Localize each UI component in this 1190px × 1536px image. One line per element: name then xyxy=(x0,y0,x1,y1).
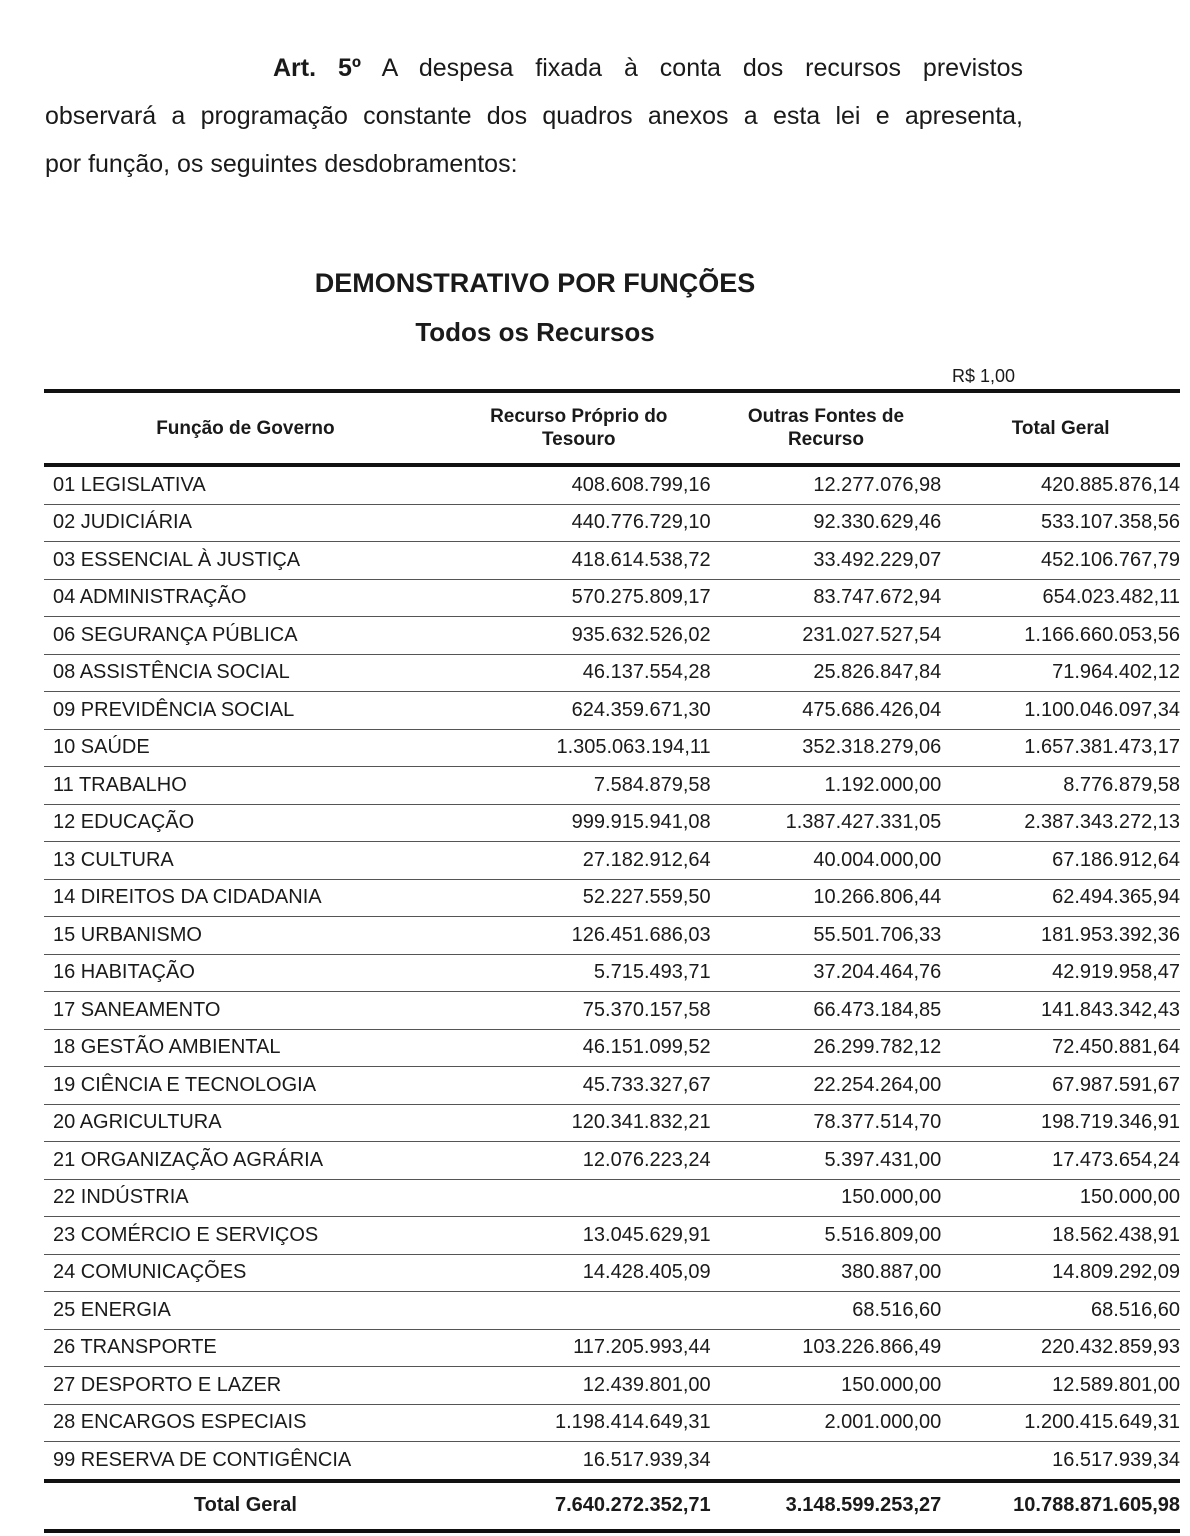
cell-recurso-proprio: 46.137.554,28 xyxy=(447,654,711,692)
cell-total-geral: 71.964.402,12 xyxy=(941,654,1180,692)
cell-total-geral: 67.186.912,64 xyxy=(941,842,1180,880)
table-row xyxy=(44,917,1180,955)
cell-outras-fontes: 37.204.464,76 xyxy=(711,954,942,992)
cell-funcao: 19 CIÊNCIA E TECNOLOGIA xyxy=(44,1067,447,1105)
table-row xyxy=(44,992,1180,1030)
cell-outras-fontes: 25.826.847,84 xyxy=(711,654,942,692)
table-row xyxy=(44,1442,1180,1481)
table-row xyxy=(44,692,1180,730)
cell-recurso-proprio: 12.439.801,00 xyxy=(447,1367,711,1405)
cell-funcao: 13 CULTURA xyxy=(44,842,447,880)
cell-recurso-proprio xyxy=(447,1292,711,1330)
cell-outras-fontes: 150.000,00 xyxy=(711,1367,942,1405)
cell-funcao: 11 TRABALHO xyxy=(44,767,447,805)
cell-outras-fontes: 103.226.866,49 xyxy=(711,1329,942,1367)
cell-total-geral: 150.000,00 xyxy=(941,1179,1180,1217)
cell-funcao: 18 GESTÃO AMBIENTAL xyxy=(44,1029,447,1067)
table-row xyxy=(44,842,1180,880)
table-row xyxy=(44,579,1180,617)
table-row xyxy=(44,1104,1180,1142)
cell-funcao: 28 ENCARGOS ESPECIAIS xyxy=(44,1404,447,1442)
cell-recurso-proprio: 120.341.832,21 xyxy=(447,1104,711,1142)
cell-funcao: 22 INDÚSTRIA xyxy=(44,1179,447,1217)
cell-outras-fontes: 231.027.527,54 xyxy=(711,617,942,655)
cell-recurso-proprio: 27.182.912,64 xyxy=(447,842,711,880)
cell-recurso-proprio: 5.715.493,71 xyxy=(447,954,711,992)
cell-total-geral: 16.517.939,34 xyxy=(941,1442,1180,1481)
table-row xyxy=(44,1292,1180,1330)
cell-funcao: 12 EDUCAÇÃO xyxy=(44,804,447,842)
table-row xyxy=(44,729,1180,767)
cell-total-geral: 181.953.392,36 xyxy=(941,917,1180,955)
cell-funcao: 17 SANEAMENTO xyxy=(44,992,447,1030)
cell-outras-fontes: 475.686.426,04 xyxy=(711,692,942,730)
cell-recurso-proprio: 408.608.799,16 xyxy=(447,465,711,504)
cell-outras-fontes: 5.516.809,00 xyxy=(711,1217,942,1255)
table-subtitle: Todos os Recursos xyxy=(415,317,655,347)
cell-total-geral: 72.450.881,64 xyxy=(941,1029,1180,1067)
cell-total-geral: 220.432.859,93 xyxy=(941,1329,1180,1367)
cell-outras-fontes: 68.516,60 xyxy=(711,1292,942,1330)
cell-total-geral: 17.473.654,24 xyxy=(941,1142,1180,1180)
cell-outras-fontes: 2.001.000,00 xyxy=(711,1404,942,1442)
table-row xyxy=(44,954,1180,992)
cell-outras-fontes: 92.330.629,46 xyxy=(711,504,942,542)
table-row xyxy=(44,879,1180,917)
cell-outras-fontes: 83.747.672,94 xyxy=(711,579,942,617)
cell-funcao: 21 ORGANIZAÇÃO AGRÁRIA xyxy=(44,1142,447,1180)
table-row xyxy=(44,1179,1180,1217)
cell-total-geral: 141.843.342,43 xyxy=(941,992,1180,1030)
cell-recurso-proprio: 12.076.223,24 xyxy=(447,1142,711,1180)
cell-funcao: 09 PREVIDÊNCIA SOCIAL xyxy=(44,692,447,730)
cell-total-geral: 1.200.415.649,31 xyxy=(941,1404,1180,1442)
cell-total-geral: 1.100.046.097,34 xyxy=(941,692,1180,730)
total-outras-fontes: 3.148.599.253,27 xyxy=(711,1481,942,1531)
header-recurso-proprio: Recurso Próprio do Tesouro xyxy=(490,406,668,450)
cell-total-geral: 62.494.365,94 xyxy=(941,879,1180,917)
table-row xyxy=(44,1142,1180,1180)
total-row xyxy=(44,1481,1180,1531)
cell-funcao: 15 URBANISMO xyxy=(44,917,447,955)
article-label: Art. 5º xyxy=(273,54,362,82)
cell-recurso-proprio: 14.428.405,09 xyxy=(447,1254,711,1292)
table-row xyxy=(44,1217,1180,1255)
cell-total-geral: 2.387.343.272,13 xyxy=(941,804,1180,842)
cell-funcao: 99 RESERVA DE CONTIGÊNCIA xyxy=(44,1442,447,1481)
cell-funcao: 16 HABITAÇÃO xyxy=(44,954,447,992)
cell-outras-fontes: 55.501.706,33 xyxy=(711,917,942,955)
cell-funcao: 02 JUDICIÁRIA xyxy=(44,504,447,542)
paragraph-line-1-text: A despesa fixada à conta dos recursos previstos xyxy=(381,54,1023,82)
cell-outras-fontes: 22.254.264,00 xyxy=(711,1067,942,1105)
cell-funcao: 04 ADMINISTRAÇÃO xyxy=(44,579,447,617)
cell-total-geral: 8.776.879,58 xyxy=(941,767,1180,805)
table-row xyxy=(44,1254,1180,1292)
cell-total-geral: 68.516,60 xyxy=(941,1292,1180,1330)
table-row xyxy=(44,1067,1180,1105)
cell-funcao: 08 ASSISTÊNCIA SOCIAL xyxy=(44,654,447,692)
cell-total-geral: 654.023.482,11 xyxy=(941,579,1180,617)
paragraph-line-1 xyxy=(45,44,1023,92)
table-row xyxy=(44,767,1180,805)
table-row xyxy=(44,504,1180,542)
cell-total-geral: 1.657.381.473,17 xyxy=(941,729,1180,767)
cell-recurso-proprio: 624.359.671,30 xyxy=(447,692,711,730)
cell-outras-fontes: 10.266.806,44 xyxy=(711,879,942,917)
cell-outras-fontes: 150.000,00 xyxy=(711,1179,942,1217)
cell-recurso-proprio: 999.915.941,08 xyxy=(447,804,711,842)
table-row xyxy=(44,617,1180,655)
cell-outras-fontes: 33.492.229,07 xyxy=(711,542,942,580)
cell-funcao: 27 DESPORTO E LAZER xyxy=(44,1367,447,1405)
cell-funcao: 14 DIREITOS DA CIDADANIA xyxy=(44,879,447,917)
cell-funcao: 10 SAÚDE xyxy=(44,729,447,767)
article-paragraph xyxy=(45,44,1023,188)
cell-funcao: 20 AGRICULTURA xyxy=(44,1104,447,1142)
cell-outras-fontes: 1.192.000,00 xyxy=(711,767,942,805)
cell-funcao: 23 COMÉRCIO E SERVIÇOS xyxy=(44,1217,447,1255)
cell-recurso-proprio: 1.305.063.194,11 xyxy=(447,729,711,767)
header-funcao: Função de Governo xyxy=(156,417,335,439)
header-total-geral: Total Geral xyxy=(1011,417,1110,439)
currency-unit: R$ 1,00 xyxy=(952,366,1016,386)
cell-recurso-proprio: 935.632.526,02 xyxy=(447,617,711,655)
cell-total-geral: 420.885.876,14 xyxy=(941,465,1180,504)
table-row xyxy=(44,1029,1180,1067)
cell-total-geral: 42.919.958,47 xyxy=(941,954,1180,992)
cell-total-geral: 1.166.660.053,56 xyxy=(941,617,1180,655)
header-outras-fontes: Outras Fontes de Recurso xyxy=(747,406,905,450)
cell-outras-fontes xyxy=(711,1442,942,1481)
cell-recurso-proprio: 46.151.099,52 xyxy=(447,1029,711,1067)
total-label: Total Geral xyxy=(44,1481,447,1531)
cell-outras-fontes: 380.887,00 xyxy=(711,1254,942,1292)
cell-recurso-proprio: 16.517.939,34 xyxy=(447,1442,711,1481)
total-geral: 10.788.871.605,98 xyxy=(941,1481,1180,1531)
cell-recurso-proprio: 418.614.538,72 xyxy=(447,542,711,580)
cell-funcao: 01 LEGISLATIVA xyxy=(44,465,447,504)
cell-outras-fontes: 66.473.184,85 xyxy=(711,992,942,1030)
cell-recurso-proprio: 570.275.809,17 xyxy=(447,579,711,617)
cell-recurso-proprio: 7.584.879,58 xyxy=(447,767,711,805)
table-row xyxy=(44,1329,1180,1367)
cell-funcao: 06 SEGURANÇA PÚBLICA xyxy=(44,617,447,655)
table-row xyxy=(44,804,1180,842)
cell-funcao: 26 TRANSPORTE xyxy=(44,1329,447,1367)
cell-funcao: 24 COMUNICAÇÕES xyxy=(44,1254,447,1292)
paragraph-line-3: por função, os seguintes desdobramentos: xyxy=(45,150,518,178)
cell-funcao: 03 ESSENCIAL À JUSTIÇA xyxy=(44,542,447,580)
cell-recurso-proprio: 13.045.629,91 xyxy=(447,1217,711,1255)
table-row xyxy=(44,542,1180,580)
paragraph-line-2: observará a programação constante dos quadros anexos a esta lei e apresenta, xyxy=(45,102,1023,130)
cell-outras-fontes: 352.318.279,06 xyxy=(711,729,942,767)
table-row xyxy=(44,1367,1180,1405)
table-row xyxy=(44,654,1180,692)
cell-outras-fontes: 12.277.076,98 xyxy=(711,465,942,504)
cell-recurso-proprio: 45.733.327,67 xyxy=(447,1067,711,1105)
cell-outras-fontes: 40.004.000,00 xyxy=(711,842,942,880)
cell-recurso-proprio xyxy=(447,1179,711,1217)
cell-outras-fontes: 26.299.782,12 xyxy=(711,1029,942,1067)
cell-recurso-proprio: 117.205.993,44 xyxy=(447,1329,711,1367)
cell-total-geral: 67.987.591,67 xyxy=(941,1067,1180,1105)
cell-total-geral: 533.107.358,56 xyxy=(941,504,1180,542)
table-row xyxy=(44,1404,1180,1442)
cell-recurso-proprio: 52.227.559,50 xyxy=(447,879,711,917)
cell-total-geral: 452.106.767,79 xyxy=(941,542,1180,580)
cell-recurso-proprio: 1.198.414.649,31 xyxy=(447,1404,711,1442)
cell-recurso-proprio: 440.776.729,10 xyxy=(447,504,711,542)
table-header-row xyxy=(44,391,1180,465)
cell-outras-fontes: 5.397.431,00 xyxy=(711,1142,942,1180)
total-recurso-proprio: 7.640.272.352,71 xyxy=(447,1481,711,1531)
functions-table xyxy=(44,389,1180,1533)
cell-total-geral: 12.589.801,00 xyxy=(941,1367,1180,1405)
cell-outras-fontes: 1.387.427.331,05 xyxy=(711,804,942,842)
cell-recurso-proprio: 75.370.157,58 xyxy=(447,992,711,1030)
cell-total-geral: 18.562.438,91 xyxy=(941,1217,1180,1255)
cell-funcao: 25 ENERGIA xyxy=(44,1292,447,1330)
table-title: DEMONSTRATIVO POR FUNÇÕES xyxy=(314,268,756,298)
cell-recurso-proprio: 126.451.686,03 xyxy=(447,917,711,955)
cell-total-geral: 198.719.346,91 xyxy=(941,1104,1180,1142)
cell-total-geral: 14.809.292,09 xyxy=(941,1254,1180,1292)
table-row xyxy=(44,465,1180,504)
cell-outras-fontes: 78.377.514,70 xyxy=(711,1104,942,1142)
